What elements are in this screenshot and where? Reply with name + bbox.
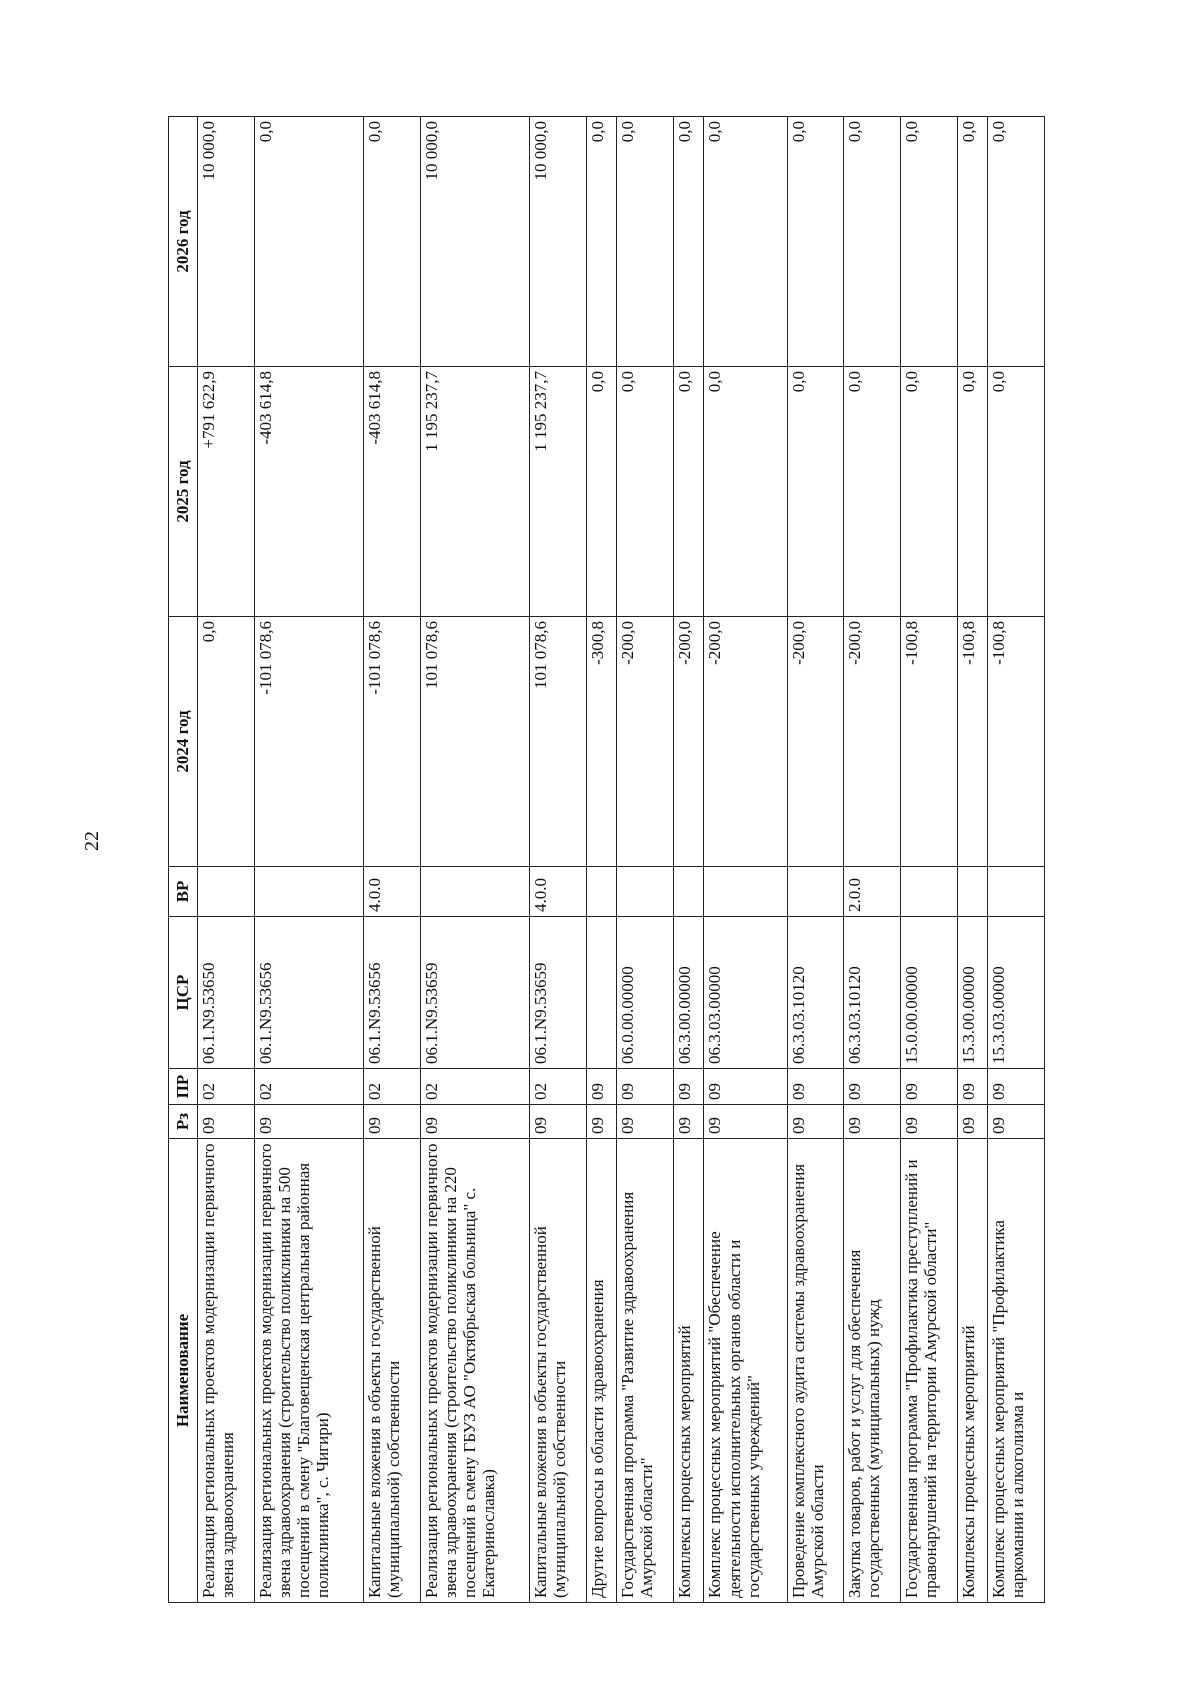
cell-csr: 06.0.00.00000 — [617, 917, 674, 1069]
cell-name: Закупка товаров, работ и услуг для обеспечения государственных (муниципальных) нужд — [844, 1139, 901, 1603]
table-row — [586, 117, 616, 1603]
cell-2025: +791 622,9 — [198, 367, 255, 617]
cell-rz: 09 — [364, 1105, 421, 1139]
cell-rz: 09 — [704, 1105, 787, 1139]
cell-name: Государственная программа "Профилактика преступлений и правонарушений на территории Амурской области" — [900, 1139, 957, 1603]
cell-2026: 0,0 — [704, 117, 787, 367]
cell-2025: 0,0 — [586, 367, 616, 617]
cell-csr: 06.1.N9.53659 — [420, 917, 529, 1069]
cell-pr: 02 — [198, 1069, 255, 1105]
cell-vr — [957, 867, 987, 917]
cell-pr: 09 — [787, 1069, 844, 1105]
cell-2024: -100,8 — [957, 617, 987, 867]
cell-name: Капитальные вложения в объекты государственной (муниципальной) собственности — [530, 1139, 587, 1603]
cell-2024: -100,8 — [900, 617, 957, 867]
cell-2025: 0,0 — [900, 367, 957, 617]
table-row — [787, 117, 844, 1603]
cell-rz: 09 — [844, 1105, 901, 1139]
cell-vr — [704, 867, 787, 917]
cell-name: Реализация региональных проектов модернизации первичного звена здравоохранения (строительство поликлиники на 500 посещений в смену "Благовещенская центральная районная поликлиника", с. Чигири) — [254, 1139, 363, 1603]
cell-csr: 15.0.00.00000 — [900, 917, 957, 1069]
cell-2024: -101 078,6 — [254, 617, 363, 867]
cell-vr: 4.0.0 — [530, 867, 587, 917]
cell-2026: 0,0 — [957, 117, 987, 367]
cell-vr — [617, 867, 674, 917]
table-row — [674, 117, 704, 1603]
table-row — [704, 117, 787, 1603]
cell-pr: 02 — [254, 1069, 363, 1105]
header-rz: Рз — [169, 1105, 198, 1139]
cell-2025: 0,0 — [704, 367, 787, 617]
cell-rz: 09 — [988, 1105, 1045, 1139]
cell-vr — [198, 867, 255, 917]
cell-2026: 0,0 — [988, 117, 1045, 367]
cell-2025: -403 614,8 — [364, 367, 421, 617]
cell-csr: 06.1.N9.53650 — [198, 917, 255, 1069]
cell-2025: -403 614,8 — [254, 367, 363, 617]
cell-2024: 101 078,6 — [530, 617, 587, 867]
cell-2026: 0,0 — [254, 117, 363, 367]
cell-pr: 09 — [704, 1069, 787, 1105]
header-2025: 2025 год — [169, 367, 198, 617]
header-pr: ПР — [169, 1069, 198, 1105]
cell-2024: -200,0 — [844, 617, 901, 867]
cell-pr: 02 — [364, 1069, 421, 1105]
cell-name: Проведение комплексного аудита системы здравоохранения Амурской области — [787, 1139, 844, 1603]
cell-csr: 06.3.03.10120 — [844, 917, 901, 1069]
cell-2026: 10 000,0 — [198, 117, 255, 367]
cell-2024: -200,0 — [617, 617, 674, 867]
table-row — [900, 117, 957, 1603]
cell-2026: 0,0 — [364, 117, 421, 367]
cell-csr: 15.3.00.00000 — [957, 917, 987, 1069]
cell-2026: 0,0 — [586, 117, 616, 367]
cell-2025: 0,0 — [617, 367, 674, 617]
cell-vr — [420, 867, 529, 917]
cell-rz: 09 — [957, 1105, 987, 1139]
table-row — [988, 117, 1045, 1603]
cell-2025: 0,0 — [674, 367, 704, 617]
table-row — [844, 117, 901, 1603]
table-row — [957, 117, 987, 1603]
cell-name: Комплексы процессных мероприятий — [674, 1139, 704, 1603]
table-row — [530, 117, 587, 1603]
cell-2025: 0,0 — [957, 367, 987, 617]
cell-2025: 0,0 — [787, 367, 844, 617]
header-name: Наименование — [169, 1139, 198, 1603]
table-body — [198, 117, 1045, 1603]
cell-csr: 06.3.03.00000 — [704, 917, 787, 1069]
table-header-row — [169, 117, 198, 1603]
budget-table — [168, 116, 1045, 1603]
cell-vr — [254, 867, 363, 917]
cell-2025: 1 195 237,7 — [530, 367, 587, 617]
cell-2025: 0,0 — [988, 367, 1045, 617]
cell-rz: 09 — [530, 1105, 587, 1139]
cell-vr: 4.0.0 — [364, 867, 421, 917]
cell-2026: 0,0 — [674, 117, 704, 367]
cell-2026: 10 000,0 — [420, 117, 529, 367]
cell-csr: 06.1.N9.53659 — [530, 917, 587, 1069]
cell-2024: -101 078,6 — [364, 617, 421, 867]
cell-2024: -200,0 — [787, 617, 844, 867]
cell-vr — [586, 867, 616, 917]
page-number: 22 — [81, 831, 103, 851]
table-row — [254, 117, 363, 1603]
table-row — [420, 117, 529, 1603]
cell-name: Реализация региональных проектов модернизации первичного звена здравоохранения (строительство поликлиники на 220 посещений в смену ГБУЗ АО "Октябрьская больница" с. Екатеринославка) — [420, 1139, 529, 1603]
cell-pr: 09 — [617, 1069, 674, 1105]
cell-name: Комплекс процессных мероприятий "Обеспечение деятельности исполнительных органов области и государственных учреждений" — [704, 1139, 787, 1603]
table-row — [617, 117, 674, 1603]
cell-pr: 09 — [988, 1069, 1045, 1105]
cell-2026: 0,0 — [844, 117, 901, 367]
cell-2026: 0,0 — [900, 117, 957, 367]
cell-csr: 06.1.N9.53656 — [254, 917, 363, 1069]
cell-2024: -200,0 — [674, 617, 704, 867]
cell-2024: -100,8 — [988, 617, 1045, 867]
cell-pr: 09 — [586, 1069, 616, 1105]
cell-rz: 09 — [900, 1105, 957, 1139]
cell-2024: -300,8 — [586, 617, 616, 867]
cell-vr — [674, 867, 704, 917]
cell-2025: 0,0 — [844, 367, 901, 617]
table-row — [364, 117, 421, 1603]
cell-pr: 02 — [530, 1069, 587, 1105]
header-2026: 2026 год — [169, 117, 198, 367]
cell-2026: 0,0 — [787, 117, 844, 367]
cell-vr: 2.0.0 — [844, 867, 901, 917]
cell-name: Комплекс процессных мероприятий "Профилактика наркомании и алкоголизма и — [988, 1139, 1045, 1603]
cell-rz: 09 — [420, 1105, 529, 1139]
cell-pr: 09 — [844, 1069, 901, 1105]
cell-csr: 06.1.N9.53656 — [364, 917, 421, 1069]
cell-rz: 09 — [617, 1105, 674, 1139]
cell-name: Государственная программа "Развитие здравоохранения Амурской области" — [617, 1139, 674, 1603]
cell-2024: 0,0 — [198, 617, 255, 867]
cell-2025: 1 195 237,7 — [420, 367, 529, 617]
cell-name: Капитальные вложения в объекты государственной (муниципальной) собственности — [364, 1139, 421, 1603]
budget-table-container — [168, 117, 1045, 1603]
cell-vr — [988, 867, 1045, 917]
cell-2026: 10 000,0 — [530, 117, 587, 367]
cell-csr — [586, 917, 616, 1069]
table-row — [198, 117, 255, 1603]
cell-vr — [787, 867, 844, 917]
cell-name: Реализация региональных проектов модернизации первичного звена здравоохранения — [198, 1139, 255, 1603]
cell-rz: 09 — [787, 1105, 844, 1139]
cell-2024: 101 078,6 — [420, 617, 529, 867]
cell-vr — [900, 867, 957, 917]
cell-pr: 09 — [957, 1069, 987, 1105]
cell-2026: 0,0 — [617, 117, 674, 367]
cell-rz: 09 — [586, 1105, 616, 1139]
cell-csr: 06.3.00.00000 — [674, 917, 704, 1069]
cell-name: Другие вопросы в области здравоохранения — [586, 1139, 616, 1603]
cell-pr: 09 — [674, 1069, 704, 1105]
cell-pr: 02 — [420, 1069, 529, 1105]
cell-rz: 09 — [254, 1105, 363, 1139]
cell-2024: -200,0 — [704, 617, 787, 867]
cell-rz: 09 — [674, 1105, 704, 1139]
header-csr: ЦСР — [169, 917, 198, 1069]
header-vr: ВР — [169, 867, 198, 917]
cell-csr: 06.3.03.10120 — [787, 917, 844, 1069]
cell-rz: 09 — [198, 1105, 255, 1139]
cell-csr: 15.3.03.00000 — [988, 917, 1045, 1069]
header-2024: 2024 год — [169, 617, 198, 867]
cell-name: Комплексы процессных мероприятий — [957, 1139, 987, 1603]
cell-pr: 09 — [900, 1069, 957, 1105]
